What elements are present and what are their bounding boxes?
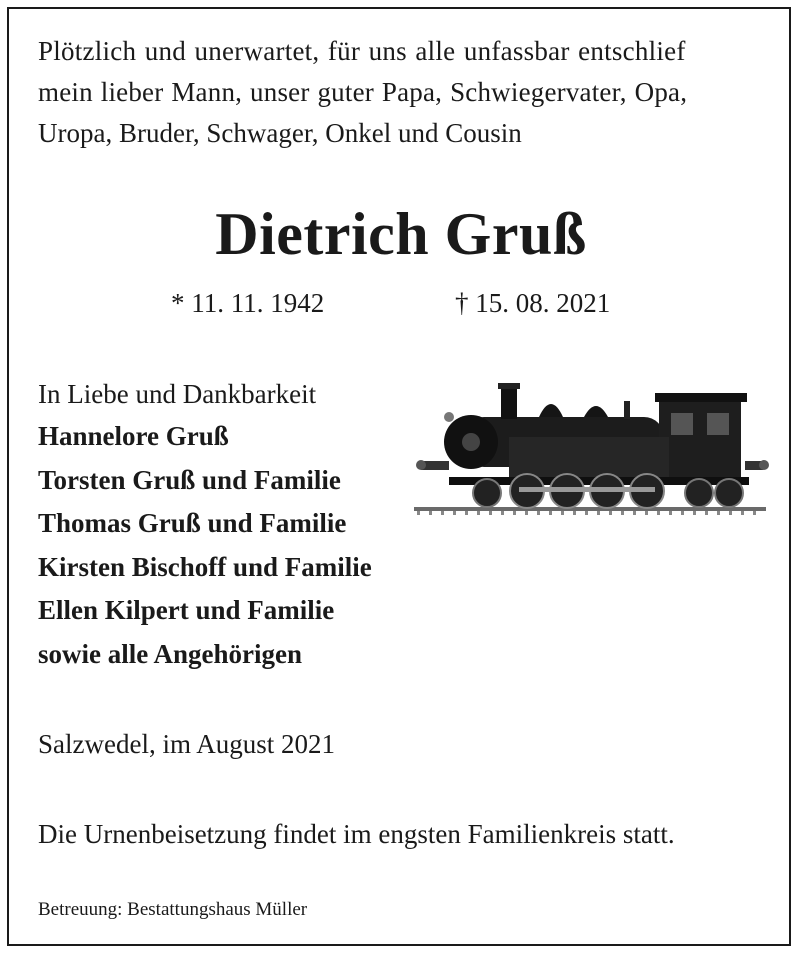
intro-line: mein lieber Mann, unser guter Papa, Schwiegervater, Opa, (38, 77, 688, 107)
mourner-entry: Torsten Gruß und Familie (38, 464, 341, 495)
dedication-line: In Liebe und Dankbarkeit (38, 379, 317, 409)
birth-date: * 11. 11. 1942 (171, 288, 325, 318)
funeral-home-credit: Betreuung: Bestattungshaus Müller (38, 899, 308, 920)
intro-text (38, 31, 778, 154)
burial-notice: Die Urnenbeisetzung findet im engsten Familienkreis statt. (38, 819, 675, 849)
mourner-entry: Kirsten Bischoff und Familie (38, 551, 372, 582)
rail-track (414, 507, 766, 515)
mourner-entry: Ellen Kilpert und Familie (38, 595, 335, 626)
death-date: † 15. 08. 2021 (455, 288, 611, 318)
locomotive-wheels (473, 474, 743, 508)
intro-line: Uropa, Bruder, Schwager, Onkel und Cousin (38, 118, 522, 148)
steam-locomotive-icon (409, 377, 779, 527)
mourner-entry: Hannelore Gruß (38, 421, 229, 451)
obituary-notice (7, 7, 791, 946)
mourners-list (38, 415, 372, 677)
mourner-entry: Thomas Gruß und Familie (38, 508, 347, 539)
deceased-name: Dietrich Gruß (215, 201, 587, 267)
place-date: Salzwedel, im August 2021 (38, 729, 335, 759)
locomotive-body (416, 383, 769, 485)
mourner-entry: sowie alle Angehörigen (38, 638, 302, 669)
intro-line: Plötzlich und unerwartet, für uns alle unfassbar entschlief (38, 36, 686, 66)
